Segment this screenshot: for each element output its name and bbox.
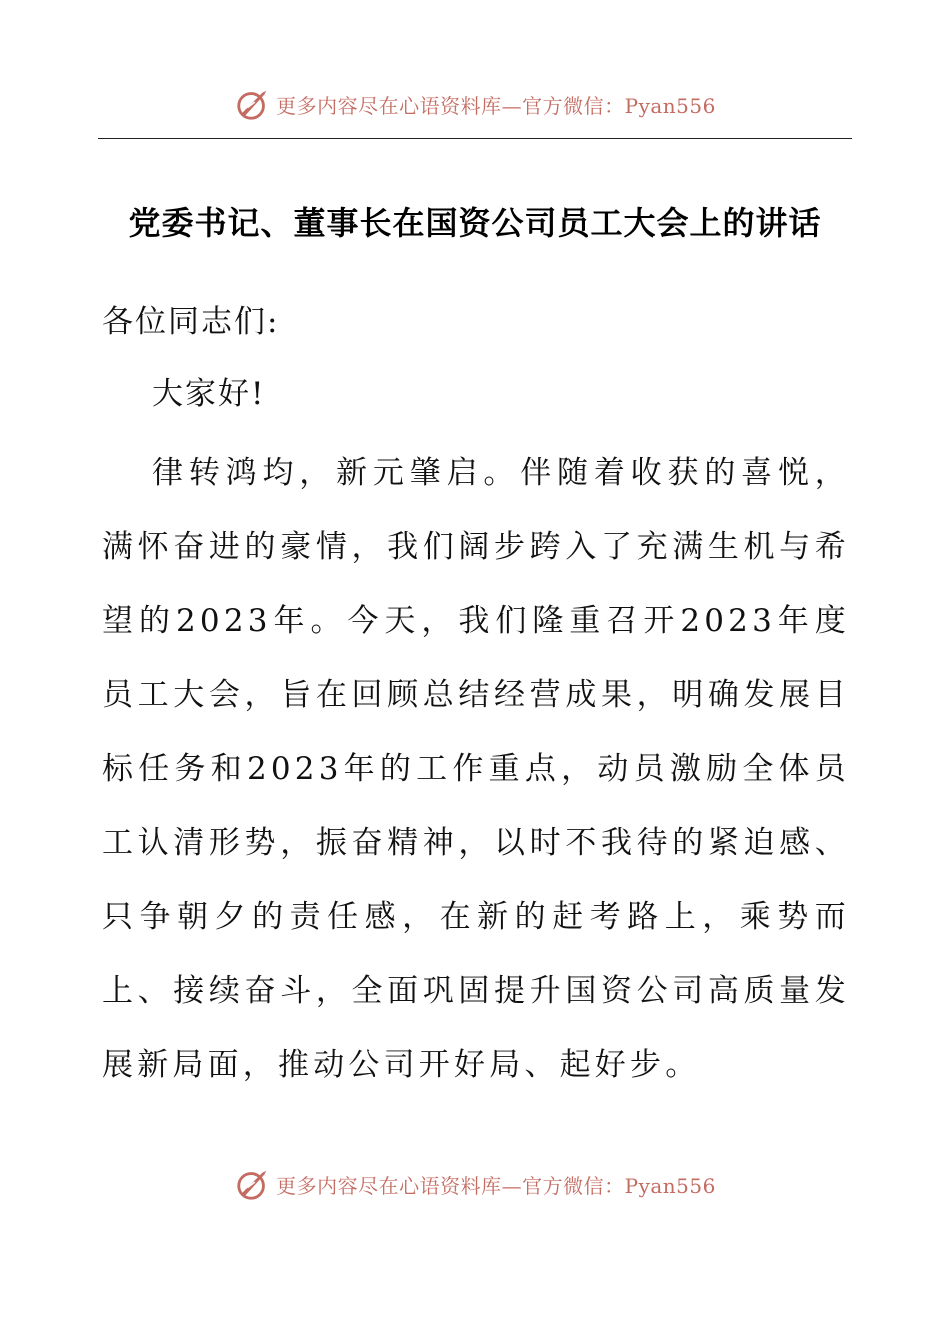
document-title: 党委书记、董事长在国资公司员工大会上的讲话 — [128, 204, 822, 242]
quill-logo-icon — [234, 1165, 272, 1203]
salutation: 各位同志们: — [102, 304, 280, 340]
footer-banner-text: 更多内容尽在心语资料库—官方微信：Pyan556 — [276, 1173, 716, 1198]
header-banner-text: 更多内容尽在心语资料库—官方微信：Pyan556 — [276, 93, 716, 118]
header-divider — [98, 138, 852, 139]
body-paragraph: 律转鸿均，新元肇启。伴随着收获的喜悦，满怀奋进的豪情，我们阔步跨入了充满生机与希望的2023年。今天，我们隆重召开2023年度员工大会，旨在回顾总结经营成果，明确发展目标任务和2023年的工作重点，动员激励全体员工认清形势，振奋精神，以时不我待的紧迫感、只争朝夕的责任感，在新的赶考路上，乘势而上、接续奋斗，全面巩固提升国资公司高质量发展新局面，推动公司开好局、起好步。 — [102, 455, 850, 1083]
header-watermark — [0, 84, 950, 124]
footer-watermark — [0, 1164, 950, 1204]
greeting: 大家好! — [152, 376, 266, 412]
quill-logo-icon — [234, 85, 272, 123]
